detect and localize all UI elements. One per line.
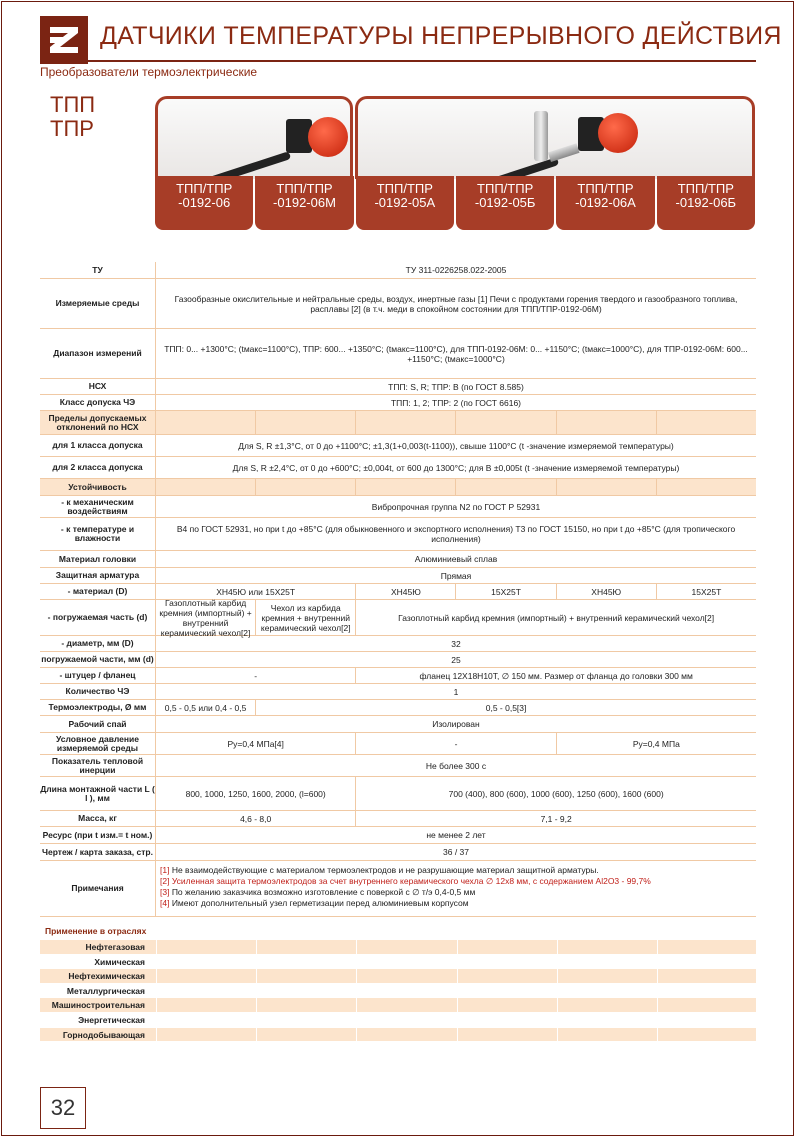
application-label: Нефтегазовая [85,942,145,952]
application-cell [356,1013,455,1027]
product-photos [155,96,755,230]
application-cell [557,955,656,969]
spec-row [40,652,756,668]
spec-cell: 0,5 - 0,5 или 0,4 - 0,5 [155,700,255,715]
note-number: [2] [160,876,172,886]
application-row [40,1013,756,1028]
spec-row [40,811,756,827]
spec-cell: 1 [155,684,756,699]
application-cell [256,940,355,954]
page-title: ДАТЧИКИ ТЕМПЕРАТУРЫ НЕПРЕРЫВНОГО ДЕЙСТВИЯ [100,22,782,50]
spec-cell: Для S, R ±1,3°С, от 0 до +1100°С; ±1,3(1+0,003(t-1100)), свыше 1100°С (t -значение измеряемой температуры) [155,435,756,456]
spec-row [40,777,756,811]
application-label: Химическая [94,956,145,967]
application-cell [156,955,255,969]
spec-row [40,479,756,496]
model-tab: ТПП/ТПР -0192-06М [255,176,353,230]
application-cell [457,955,556,969]
model-tab: ТПП/ТПР -0192-06Б [657,176,755,230]
spec-cell [155,479,255,495]
application-cell [256,1028,355,1042]
spec-cell [355,479,455,495]
spec-label: Количество ЧЭ [65,686,130,696]
application-label: Металлургическая [66,985,145,996]
application-row [40,940,756,955]
spec-row [40,568,756,584]
spec-row [40,411,756,435]
photo-panel-right [355,96,755,179]
application-cell [156,969,255,983]
photo-panel-left [155,96,353,179]
application-cell [156,984,255,998]
spec-cell: - [355,733,555,754]
spec-cell: ХН45Ю [355,584,455,599]
spec-cell: Газоплотный карбид кремния (импортный) + внутренний керамический чехол[2] [355,600,756,635]
application-cell [156,1028,255,1042]
spec-label: - погружаемая часть (d) [47,612,148,622]
spec-cell [255,479,355,495]
spec-cell: Для S, R ±2,4°С, от 0 до +600°С; ±0,004t, от 600 до 1300°С; для B ±0,005t (t -значение измеряемой температуры) [155,457,756,478]
spec-cell: Прямая [155,568,756,583]
application-label: Энергетическая [78,1014,145,1025]
sensor-cover [598,113,638,153]
application-row [40,1028,756,1043]
spec-label: Показатель тепловой инерции [51,755,144,775]
note-item [160,865,752,876]
model-tab: ТПП/ТПР -0192-06А [556,176,654,230]
spec-label: погружаемой части, мм (d) [41,654,154,664]
spec-label: Длина монтажной части L ( l ), мм [40,783,155,803]
spec-cell: ТПП: S, R; ТПР: B (по ГОСТ 8.585) [155,379,756,394]
model-code: ТПП ТПР [50,92,96,141]
model-tab: ТПП/ТПР -0192-06 [155,176,253,230]
application-cell [657,1028,756,1042]
application-cell [457,1028,556,1042]
spec-cell: 700 (400), 800 (600), 1000 (600), 1250 (600), 1600 (600) [355,777,756,810]
spec-row [40,518,756,551]
note-number: [3] [160,887,172,897]
spec-cell: 4,6 - 8,0 [155,811,355,826]
application-cell [557,969,656,983]
applications-title: Применение в отраслях [45,926,147,936]
company-logo [40,16,88,64]
application-cell [557,984,656,998]
application-cell [657,984,756,998]
spec-label: Примечания [71,883,124,893]
application-cell [457,969,556,983]
application-cell [156,940,255,954]
spec-row [40,262,756,279]
spec-cell: фланец 12Х18Н10Т, ∅ 150 мм. Размер от фланца до головки 300 мм [355,668,756,683]
application-cell [356,969,455,983]
spec-row [40,395,756,411]
application-cell [457,984,556,998]
spec-cell: 15Х25Т [656,584,756,599]
spec-label: ТУ [92,264,103,275]
note-text: Усиленная защита термоэлектродов за счет внутреннего керамического чехла ∅ 12х8 мм, с содержанием Al2O3 - 99,7% [171,876,651,886]
spec-label: Устойчивость [40,479,155,495]
spec-label: Пределы допускаемых отклонений по НСХ [40,411,155,434]
spec-row [40,329,756,379]
spec-label: Диапазон измерений [53,348,142,358]
note-text: Не взаимодействующие с материалом термоэлектродов и не разрушающие материал защитной арматуры. [171,865,599,875]
spec-cell: ТПП: 0... +1300°С; (tмакс=1100°С), ТПР: 600... +1350°С; (tмакс=1100°С), для ТПП-0192-06М: 0... +1150°С; (tмакс=1000°С), для ТПР-0192-06М: 600... +1150°С; (tмакс=1000°С) [155,329,756,378]
model-tab: ТПП/ТПР -0192-05А [356,176,454,230]
applications-table [40,926,756,1042]
spec-label: Масса, кг [78,813,117,823]
application-cell [557,998,656,1012]
spec-cell: Ру=0,4 МПа [556,733,756,754]
application-cell [256,955,355,969]
application-cell [457,940,556,954]
spec-row [40,827,756,844]
page-subtitle: Преобразователи термоэлектрические [40,65,258,79]
spec-cell: 800, 1000, 1250, 1600, 2000, (l=600) [155,777,355,810]
spec-row [40,636,756,652]
spec-cell: ХН45Ю или 15Х25Т [155,584,355,599]
spec-label: - диаметр, мм (D) [61,638,134,648]
spec-cell: Не более 300 с [155,755,756,776]
note-number: [4] [160,898,172,908]
spec-row [40,457,756,479]
sensor-cover [308,117,348,157]
spec-row [40,551,756,568]
spec-row [40,716,756,733]
note-text: Имеют дополнительный узел герметизации перед алюминиевым корпусом [171,898,469,908]
application-cell [356,998,455,1012]
spec-row [40,279,756,329]
spec-row [40,668,756,684]
application-cell [356,984,455,998]
spec-row [40,435,756,457]
spec-cell [656,479,756,495]
application-cell [256,969,355,983]
spec-cell: Алюминиевый сплав [155,551,756,567]
spec-cell: Газоплотный карбид кремния (импортный) + внутренний керамический чехол[2] [155,600,255,635]
application-cell [657,969,756,983]
spec-cell [455,411,555,434]
spec-label: Термоэлектроды, Ø мм [48,702,147,712]
model-tab: ТПП/ТПР -0192-05Б [456,176,554,230]
spec-label: НСХ [88,381,107,391]
application-cell [256,998,355,1012]
spec-row [40,844,756,861]
spec-cell: 25 [155,652,756,667]
note-number: [1] [160,865,172,875]
spec-cell: 0,5 - 0,5[3] [255,700,756,715]
spec-label: Материал головки [58,553,137,564]
application-cell [356,1028,455,1042]
application-cell [156,998,255,1012]
application-cell [256,984,355,998]
spec-row [40,584,756,600]
application-row [40,969,756,984]
spec-cell: 7,1 - 9,2 [355,811,756,826]
application-cell [657,940,756,954]
page-number: 32 [40,1087,86,1129]
note-text: По желанию заказчика возможно изготовление с поверкой с ∅ т/э 0,4-0,5 мм [171,887,476,897]
application-row [40,998,756,1013]
spec-row [40,684,756,700]
spec-cell: В4 по ГОСТ 52931, но при t до +85°С (для обыкновенного и экспортного исполнения) Т3 по ГОСТ 15150, но при t до +85°С (для тропического исполнения) [155,518,756,550]
application-cell [557,1013,656,1027]
header-rule [40,60,756,62]
application-cell [156,1013,255,1027]
note-item [160,898,752,909]
spec-label: - штуцер / фланец [59,670,136,680]
spec-label: для 1 класса допуска [52,440,143,450]
spec-row [40,755,756,777]
spec-label: - к температуре и влажности [60,524,135,543]
application-cell [356,940,455,954]
spec-label: - к механическим воздействиям [61,496,134,516]
sensor-flange [534,111,548,161]
application-label: Машиностроительная [51,1000,145,1011]
application-cell [256,1013,355,1027]
spec-label: Ресурс (при t изм.= t ном.) [42,829,153,840]
spec-label: для 2 класса допуска [52,462,143,472]
spec-label: Защитная арматура [55,570,140,580]
spec-cell [556,411,656,434]
spec-cell: ТУ 311-0226258.022-2005 [155,262,756,278]
spec-row [40,861,756,917]
spec-label: Измеряемые среды [55,298,140,308]
spec-cell: Ру=0,4 МПа[4] [155,733,355,754]
spec-label: Условное давление измеряемой среды [56,733,139,753]
spec-row [40,597,756,638]
application-cell [657,998,756,1012]
spec-label: Класс допуска ЧЭ [59,397,136,407]
spec-label: Чертеж / карта заказа, стр. [42,846,153,857]
spec-cell [255,411,355,434]
spec-cell: Изолирован [155,716,756,732]
sensor-sheath [548,143,580,162]
spec-cell: 15Х25Т [455,584,555,599]
spec-cell: - [155,668,355,683]
spec-cell: Чехол из карбида кремния + внутренний керамический чехол[2] [255,600,355,635]
application-cell [457,998,556,1012]
spec-label: Рабочий спай [68,718,127,729]
application-cell [657,955,756,969]
note-item [160,876,752,887]
spec-cell: ТПП: 1, 2; ТПР: 2 (по ГОСТ 6616) [155,395,756,410]
spec-cell: 32 [155,636,756,651]
spec-cell: Вибропрочная группа N2 по ГОСТ Р 52931 [155,496,756,517]
spec-cell [656,411,756,434]
application-cell [557,940,656,954]
spec-cell: не менее 2 лет [155,827,756,843]
notes-cell [155,861,756,916]
spec-row [40,700,756,716]
model-tabs [155,176,755,230]
spec-cell: ХН45Ю [556,584,656,599]
note-item [160,887,752,898]
spec-row [40,496,756,518]
application-cell [356,955,455,969]
spec-row [40,379,756,395]
spec-label: - материал (D) [67,586,128,596]
spec-cell [556,479,656,495]
spec-row [40,733,756,755]
application-label: Горнодобывающая [62,1029,145,1040]
spec-cell [355,411,455,434]
spec-cell: Газообразные окислительные и нейтральные среды, воздух, инертные газы [1] Печи с продуктами горения твердого и газообразного топлива, расплавы [2] (в т.ч. меди в спокойном состоянии для ТПП/ТПР-0192-06М) [155,279,756,328]
application-cell [657,1013,756,1027]
spec-cell [455,479,555,495]
application-cell [557,1028,656,1042]
application-label: Нефтехимическая [68,971,145,982]
spec-cell: 36 / 37 [155,844,756,860]
application-cell [457,1013,556,1027]
application-row [40,955,756,970]
spec-cell [155,411,255,434]
application-row [40,984,756,999]
